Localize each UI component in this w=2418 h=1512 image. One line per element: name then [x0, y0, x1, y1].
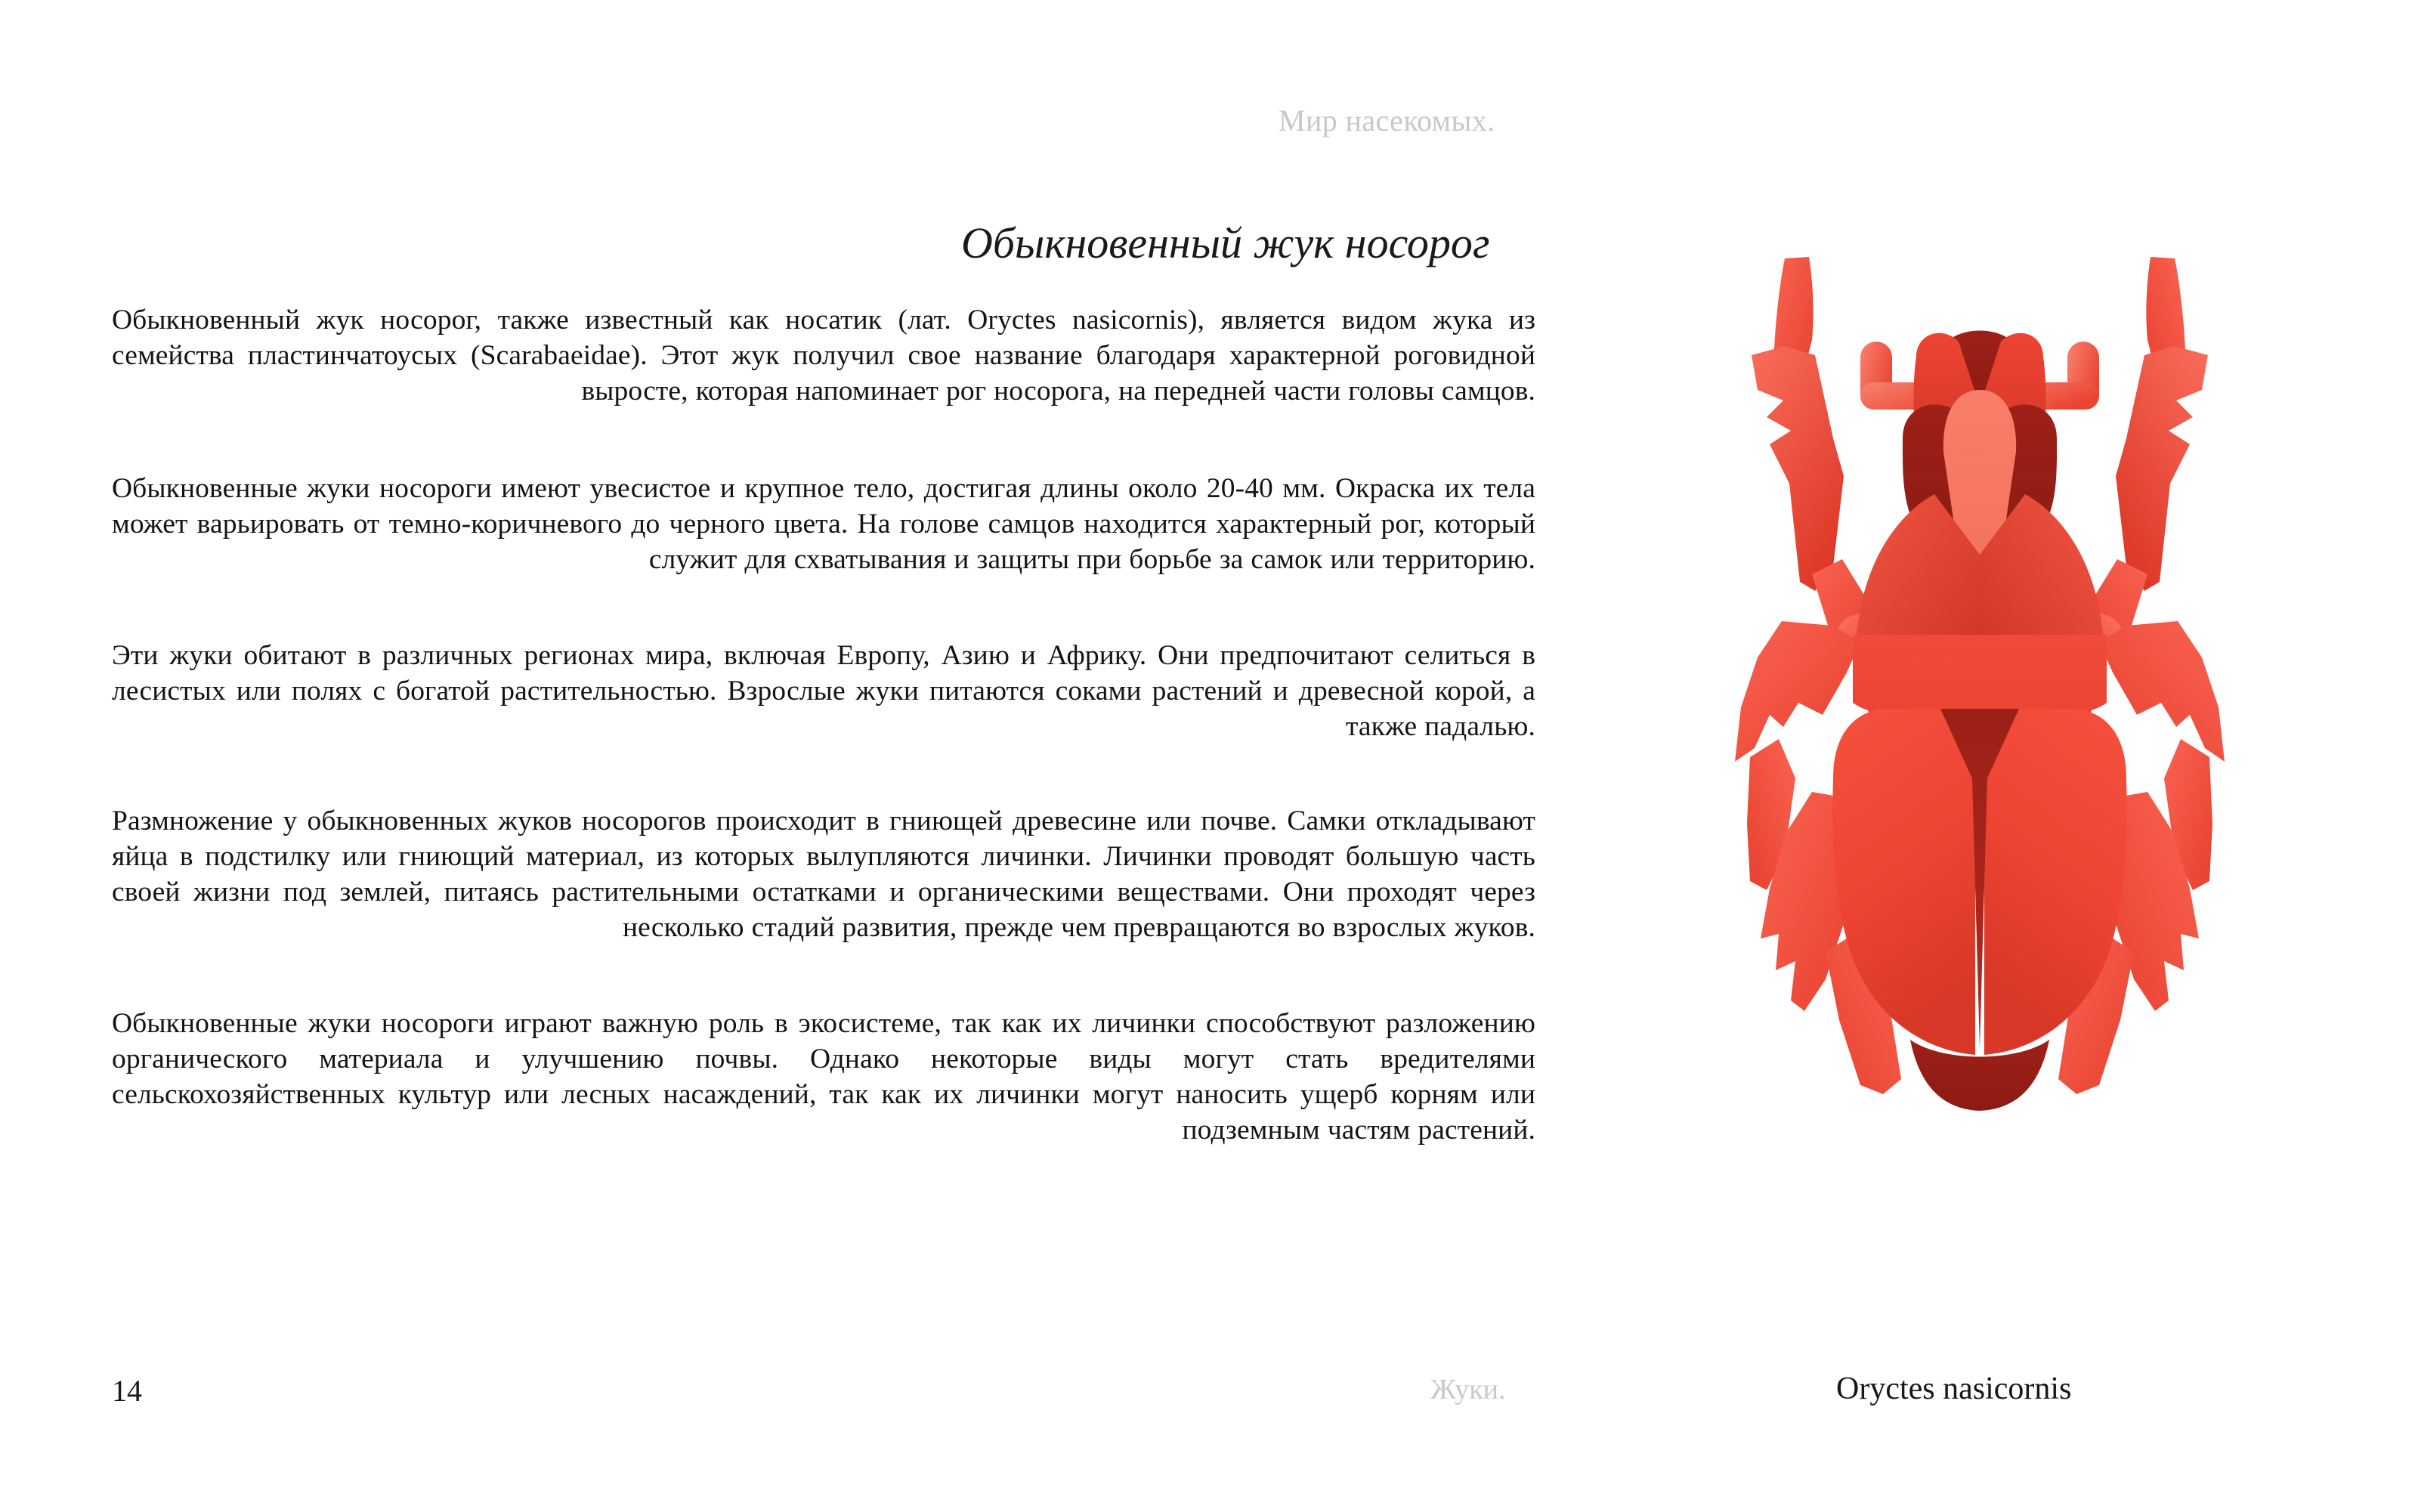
page-title: Обыкновенный жук носорог: [961, 218, 1490, 267]
paragraph-5: Обыкновенные жуки носороги играют важную роль в экосистеме, так как их личинки способствуют разложению органического материала и улучшению почвы. Однако некоторые виды могут стать вредителями сельскохозяйственных культур или лесных насаждений, так как их личинки могут наносить ущерб корням или подземным частям растений.: [112, 1008, 1535, 1146]
footer-page-number: 14: [112, 1374, 142, 1408]
paragraph-4: Размножение у обыкновенных жуков носорогов происходит в гниющей древесине или почве. Самки откладывают яйца в подстилку или гниющий материал, из которых вылупляются личинки. Личинки проводят большую часть своей жизни под землей, питаясь растительными остатками и органическими веществами. Они проходят через несколько стадий развития, прежде чем превращаются во взрослых жуков.: [112, 805, 1535, 943]
paragraph-3: Эти жуки обитают в различных регионах мира, включая Европу, Азию и Африку. Они предпочитают селиться в лесистых или полях с богатой растительностью. Взрослые жуки питаются соками растений и древесной корой, а также падалью.: [112, 640, 1535, 742]
rhinoceros-beetle-icon: [1685, 249, 2274, 1149]
body-text-column: [112, 302, 1535, 1148]
running-head: Мир насекомых.: [1279, 104, 1495, 138]
footer-section-label: Жуки.: [1430, 1374, 1506, 1405]
beetle-illustration: [1685, 249, 2274, 1149]
paragraph-1: Обыкновенный жук носорог, также известный как носатик (лат. Oryctes nasicornis), является видом жука из семейства пластинчатоусых (Scarabaeidae). Этот жук получил свое название благодаря характерной роговидной выросте, которая напоминает рог носорога, на передней части головы самцов.: [112, 305, 1535, 407]
paragraph-2: Обыкновенные жуки носороги имеют увесистое и крупное тело, достигая длины около 20-40 мм. Окраска их тела может варьировать от темно-коричневого до черного цвета. На голове самцов находится характерный рог, который служит для схватывания и защиты при борьбе за самок или территорию.: [112, 473, 1535, 575]
footer-latin-name: Oryctes nasicornis: [1836, 1371, 2072, 1406]
